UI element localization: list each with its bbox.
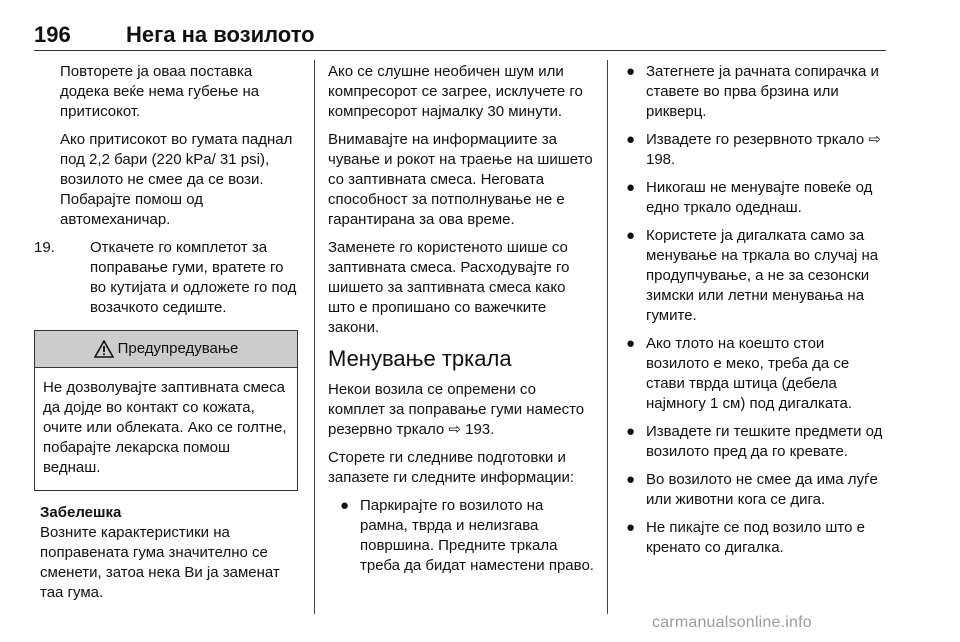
bullet-icon: ● bbox=[626, 179, 636, 196]
warning-triangle-icon bbox=[94, 340, 114, 358]
note-text: Возните карактеристики на поправената гума значително се сменети, затоа нека Ви ја заменат таа гума. bbox=[40, 524, 280, 601]
bullet-icon: ● bbox=[626, 519, 636, 536]
paragraph-repair-kit: Некои возила се опремени со комплет за поправање гуми наместо резервно тркало ⇨ 193. bbox=[328, 381, 585, 438]
list-item: ● Извадете го резервното тркало ⇨ 198. bbox=[626, 131, 881, 168]
bullet-icon: ● bbox=[626, 335, 636, 352]
list-item: ● Ако тлото на коешто стои возилото е меко, треба да се стави тврда штица (дебела најмногу 1 см) под дигалката. bbox=[626, 335, 853, 412]
paragraph-compressor-noise: Ако се слушне необичен шум или компресорот се загрее, исклучете го компресорот најмалку 30 минути. bbox=[328, 63, 583, 120]
paragraph-storage-info: Внимавајте на информациите за чување и рокот на траење на шишето со заптивната смеса. Неговата способност за потполнување не е гарантирана за ова време. bbox=[328, 131, 593, 228]
section-heading-wheel-change: Менување тркала bbox=[328, 346, 512, 371]
header-rule bbox=[34, 50, 886, 51]
list-item: ● Затегнете ја рачната сопирачка и ставете во прва брзина или рикверц. bbox=[626, 63, 879, 120]
column-divider-2 bbox=[607, 60, 608, 614]
list-item: ● Извадете ги тешките предмети од возилото пред да го кревате. bbox=[626, 423, 883, 460]
step-19 bbox=[34, 238, 300, 318]
list-item: ● Не пикајте се под возило што е кренато со дигалка. bbox=[626, 519, 865, 556]
bullet-icon: ● bbox=[626, 63, 636, 80]
paragraph-pressure-warning: Ако притисокот во гумата паднал под 2,2 бари (220 kPa/ 31 psi), возилото не смее да се вози. Побарајте помош од автомеханичар. bbox=[60, 131, 293, 228]
bullet-icon: ● bbox=[626, 423, 636, 440]
column-divider-1 bbox=[314, 60, 315, 614]
list-item: ● Во возилото не смее да има луѓе или животни кога се дига. bbox=[626, 471, 878, 508]
warning-header bbox=[35, 331, 297, 368]
bullet-icon: ● bbox=[626, 227, 636, 244]
list-item: ● Користете ја дигалката само за менување на тркала во случај на продупчување, а не за сезонски зимски или летни менувања на гумите. bbox=[626, 227, 879, 324]
note-block bbox=[34, 503, 300, 603]
list-item: ● Паркирајте го возилото на рамна, тврда и нелизгава површина. Предните тркала треба да бидат наместени право. bbox=[340, 497, 594, 574]
preparation-list bbox=[328, 496, 594, 576]
warning-text: Не дозволувајте заптивната смеса да дојде во контакт со кожата, очите или облеката. Ако се голтне, побарајте лекарска помош веднаш. bbox=[43, 379, 287, 476]
note-title: Забелешка bbox=[40, 504, 122, 521]
step-number: 19. bbox=[34, 239, 55, 256]
step-text: Откачете го комплетот за поправање гуми, вратете го во кутијата и одложете го под возачкото седиште. bbox=[90, 239, 297, 316]
page-title: Нега на возилото bbox=[126, 22, 315, 47]
safety-list bbox=[620, 62, 888, 558]
paragraph-replace-bottle: Заменете го користеното шише со заптивната смеса. Расходувајте го шишето за заптивната смеса како што е пропишано со важечките закони. bbox=[328, 239, 570, 336]
bullet-icon: ● bbox=[340, 497, 350, 514]
column-2 bbox=[328, 62, 594, 584]
warning-box bbox=[34, 330, 298, 491]
list-item: ● Никогаш не менувајте повеќе од едно тркало одеднаш. bbox=[626, 179, 873, 216]
bullet-icon: ● bbox=[626, 131, 636, 148]
column-3 bbox=[620, 62, 888, 566]
paragraph-repeat-setting: Повторете ја оваа поставка додека веќе нема губење на притисокот. bbox=[60, 63, 260, 120]
paragraph-preparations: Сторете ги следниве подготовки и запазете ги следните информации: bbox=[328, 449, 575, 486]
column-1 bbox=[34, 62, 300, 603]
page-header bbox=[34, 22, 886, 52]
page-number: 196 bbox=[34, 22, 71, 47]
watermark: carmanualsonline.info bbox=[652, 614, 812, 631]
bullet-icon: ● bbox=[626, 471, 636, 488]
warning-title: Предупредување bbox=[117, 340, 239, 357]
